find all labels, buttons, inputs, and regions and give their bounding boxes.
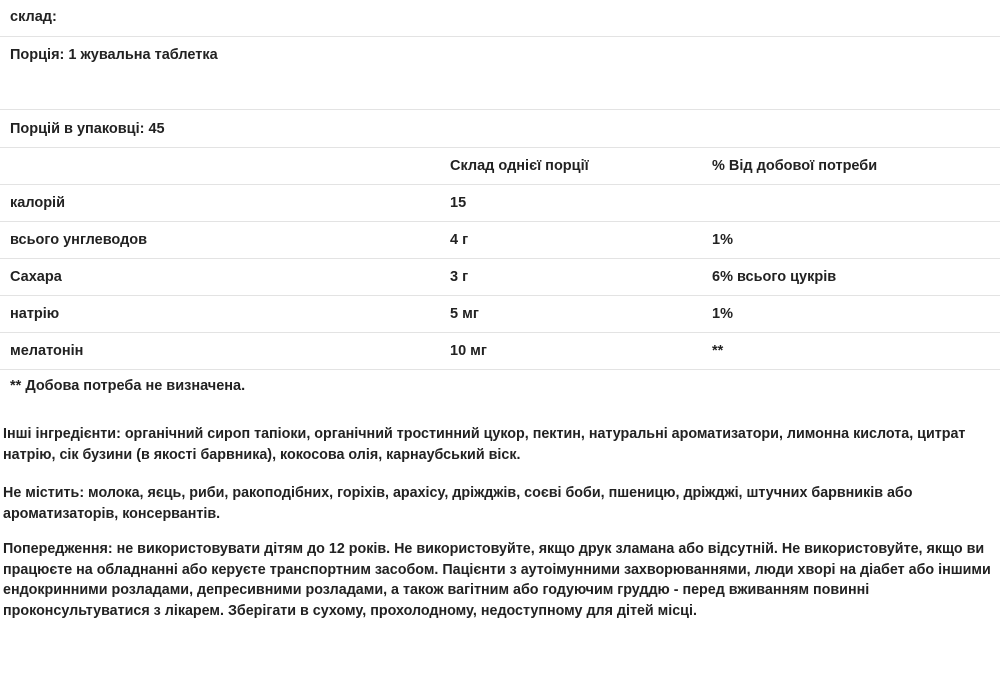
footnote-row [0, 370, 1000, 407]
warnings: Попередження: не використовувати дітям до 12 років. Не використовуйте, якщо друк зламана або відсутній. Не використовуйте, якщо ви працюєте на обладнанні або керуєте транспортним засобом. Пацієнти з аутоімунними захворюваннями, люди хворі на діабет або іншими ендокринними розладами, депресивними розладами, а також вагітним або годуючим груддю - перед вживанням повинні проконсультуватися з лікарем. Зберігати в сухому, прохолодному, недоступному для дітей місці. [3, 541, 991, 619]
column-header-daily-value: % Від добової потреби [712, 158, 878, 174]
free-of-statement: Не містить: молока, яєць, риби, ракоподібних, горіхів, арахісу, дріжджів, соєві боби, пшеницю, дріжджі, штучних барвників або ароматизаторів, консервантів. [3, 485, 913, 522]
nutrient-name: натрію [10, 306, 60, 322]
table-row [0, 185, 1000, 222]
nutrient-amount: 4 г [450, 232, 469, 248]
nutrient-name: Сахара [10, 269, 62, 285]
nutrient-daily-value: 1% [712, 232, 733, 248]
nutrient-daily-value: ** [712, 343, 724, 359]
nutrient-daily-value: 6% всього цукрів [712, 269, 837, 285]
nutrient-amount: 3 г [450, 269, 469, 285]
table-row [0, 333, 1000, 370]
table-row [0, 296, 1000, 333]
table-row [0, 222, 1000, 259]
column-header-amount: Склад однієї порції [450, 158, 589, 174]
serving-size: Порція: 1 жувальна таблетка [10, 47, 218, 63]
nutrient-amount: 10 мг [450, 343, 487, 359]
footnote: ** Добова потреба не визначена. [10, 378, 246, 394]
serving-size-row [0, 37, 1000, 110]
composition-title-row [0, 0, 1000, 37]
table-row [0, 259, 1000, 296]
nutrient-daily-value: 1% [712, 306, 733, 322]
table-header-row [0, 148, 1000, 185]
servings-per-container-row [0, 110, 1000, 148]
other-ingredients: Інші інгредієнти: органічний сироп тапіоки, органічний тростинний цукор, пектин, натуральні ароматизатори, лимонна кислота, цитрат натрію, сік бузини (в якості барвника), кокосова олія, карнаубський віск. [3, 426, 966, 463]
nutrient-amount: 15 [450, 195, 467, 211]
servings-per-container: Порцій в упаковці: 45 [10, 121, 165, 137]
nutrient-name: всього унглеводов [10, 232, 148, 248]
nutrient-name: мелатонін [10, 343, 84, 359]
composition-title: склад: [10, 9, 57, 25]
nutrient-name: калорій [10, 195, 65, 211]
nutrient-amount: 5 мг [450, 306, 479, 322]
